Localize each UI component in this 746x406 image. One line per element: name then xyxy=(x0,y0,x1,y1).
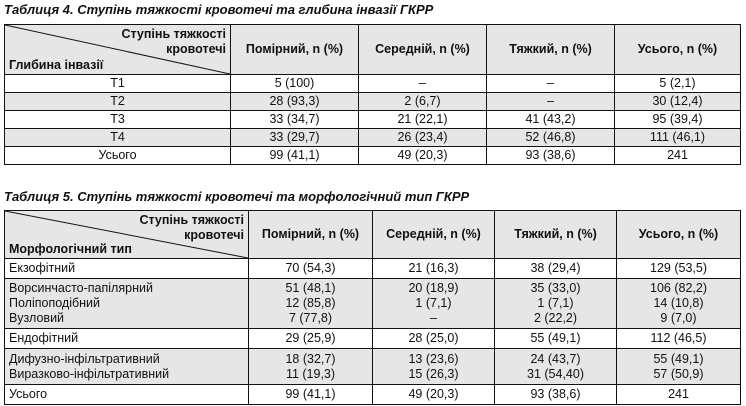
table-cell: 20 (18,9) xyxy=(408,281,459,295)
table-cell: 93 (38,6) xyxy=(495,385,617,405)
column-header: Середній, n (%) xyxy=(359,25,487,75)
table5-header-row xyxy=(5,211,741,259)
table-cell: 51 (48,1) xyxy=(285,281,336,295)
table-cell: 111 (46,1) xyxy=(615,129,741,147)
table-cell: – xyxy=(487,75,615,93)
corner-top-line: кровотечі xyxy=(184,228,244,242)
table-cell: 30 (12,4) xyxy=(615,93,741,111)
table-cell: 1 (7,1) xyxy=(537,296,574,310)
corner-top-line: Ступінь тяжкості xyxy=(121,27,226,41)
table-row-group xyxy=(5,279,741,329)
table-cell: 28 (25,0) xyxy=(373,329,495,349)
table-cell: 5 (2,1) xyxy=(615,75,741,93)
table4-caption: Таблиця 4. Ступінь тяжкості кровотечі та глибина інвазії ГКРР xyxy=(4,2,434,17)
table-cell: 2 (22,2) xyxy=(533,311,578,325)
table-cell-group xyxy=(495,349,617,385)
table-cell: 14 (10,8) xyxy=(653,296,704,310)
row-label: Поліпоподібний xyxy=(9,296,100,310)
table-cell: 38 (29,4) xyxy=(495,259,617,279)
table-cell: 129 (53,5) xyxy=(617,259,741,279)
row-label: Усього xyxy=(5,147,231,165)
row-label: Т1 xyxy=(5,75,231,93)
table-row xyxy=(5,129,741,147)
column-header: Усього, n (%) xyxy=(617,211,741,259)
table5-corner-top xyxy=(139,213,244,243)
table-cell: 99 (41,1) xyxy=(249,385,373,405)
row-label: Ворсинчасто-папілярний xyxy=(9,281,153,295)
table-cell: 33 (34,7) xyxy=(231,111,359,129)
table4-corner-bottom: Глибина інвазії xyxy=(9,58,104,72)
row-label: Ендофітний xyxy=(5,329,249,349)
table-cell: 33 (29,7) xyxy=(231,129,359,147)
table-cell-group xyxy=(249,279,373,329)
table-cell: 99 (41,1) xyxy=(231,147,359,165)
table-cell: 18 (32,7) xyxy=(285,351,336,366)
table-row xyxy=(5,259,741,279)
table-cell: 49 (20,3) xyxy=(373,385,495,405)
table5-corner-bottom: Морфологічний тип xyxy=(9,242,132,256)
column-header: Помірний, n (%) xyxy=(231,25,359,75)
row-label: Т3 xyxy=(5,111,231,129)
table-row xyxy=(5,111,741,129)
table-row xyxy=(5,385,741,405)
table-cell: 106 (82,2) xyxy=(650,281,707,295)
table4-corner-top xyxy=(121,27,226,57)
row-label: Усього xyxy=(5,385,249,405)
table-cell: 49 (20,3) xyxy=(359,147,487,165)
column-header: Помірний, n (%) xyxy=(249,211,373,259)
table-cell: 5 (100) xyxy=(231,75,359,93)
table-cell: 57 (50,9) xyxy=(653,366,704,381)
table-cell: 13 (23,6) xyxy=(408,351,459,366)
table-cell-group xyxy=(249,349,373,385)
corner-top-line: кровотечі xyxy=(166,42,226,56)
row-label: Т2 xyxy=(5,93,231,111)
table-cell: 241 xyxy=(615,147,741,165)
table4-header-row xyxy=(5,25,741,75)
column-header: Тяжкий, n (%) xyxy=(495,211,617,259)
table-cell: 7 (77,8) xyxy=(288,311,333,325)
table-cell-group xyxy=(373,349,495,385)
table-row-group xyxy=(5,349,741,385)
table-cell: – xyxy=(359,75,487,93)
table5 xyxy=(4,210,741,405)
row-label: Екзофітний xyxy=(5,259,249,279)
table-cell: 241 xyxy=(617,385,741,405)
table-cell: 1 (7,1) xyxy=(415,296,452,310)
row-label: Вузловий xyxy=(9,311,65,325)
table-cell-group xyxy=(617,349,741,385)
table-cell: 35 (33,0) xyxy=(530,281,581,295)
row-label: Виразково-інфільтративний xyxy=(9,366,170,381)
table-cell: 31 (54,40) xyxy=(527,366,584,381)
table-cell: 41 (43,2) xyxy=(487,111,615,129)
table-cell: 70 (54,3) xyxy=(249,259,373,279)
table-row xyxy=(5,329,741,349)
column-header: Тяжкий, n (%) xyxy=(487,25,615,75)
table-cell-group xyxy=(373,279,495,329)
table4 xyxy=(4,24,741,165)
table-cell: 9 (7,0) xyxy=(660,311,697,325)
table-row xyxy=(5,93,741,111)
table-cell: 24 (43,7) xyxy=(530,351,581,366)
table-cell: 21 (22,1) xyxy=(359,111,487,129)
table4-corner-cell xyxy=(5,25,231,75)
table-cell: 55 (49,1) xyxy=(495,329,617,349)
column-header: Усього, n (%) xyxy=(615,25,741,75)
table-cell: 52 (46,8) xyxy=(487,129,615,147)
table-cell: – xyxy=(487,93,615,111)
table-cell-group xyxy=(617,279,741,329)
table-cell: 95 (39,4) xyxy=(615,111,741,129)
table-row xyxy=(5,147,741,165)
row-label: Дифузно-інфільтративний xyxy=(9,351,160,366)
table-cell: 28 (93,3) xyxy=(231,93,359,111)
row-label-group xyxy=(5,349,249,385)
table-row xyxy=(5,75,741,93)
row-label-group xyxy=(5,279,249,329)
table-cell: – xyxy=(430,311,437,325)
table-cell: 26 (23,4) xyxy=(359,129,487,147)
table-cell: 93 (38,6) xyxy=(487,147,615,165)
table-cell: 2 (6,7) xyxy=(359,93,487,111)
table-cell-group xyxy=(495,279,617,329)
table-cell: 15 (26,3) xyxy=(408,366,459,381)
table-cell: 12 (85,8) xyxy=(285,296,336,310)
table5-corner-cell xyxy=(5,211,249,259)
column-header: Середній, n (%) xyxy=(373,211,495,259)
table-cell: 55 (49,1) xyxy=(653,351,704,366)
table-cell: 29 (25,9) xyxy=(249,329,373,349)
row-label: Т4 xyxy=(5,129,231,147)
table-cell: 112 (46,5) xyxy=(617,329,741,349)
corner-top-line: Ступінь тяжкості xyxy=(139,213,244,227)
table-cell: 11 (19,3) xyxy=(285,366,336,381)
table-cell: 21 (16,3) xyxy=(373,259,495,279)
table5-caption: Таблиця 5. Ступінь тяжкості кровотечі та морфологічний тип ГКРР xyxy=(4,189,470,204)
